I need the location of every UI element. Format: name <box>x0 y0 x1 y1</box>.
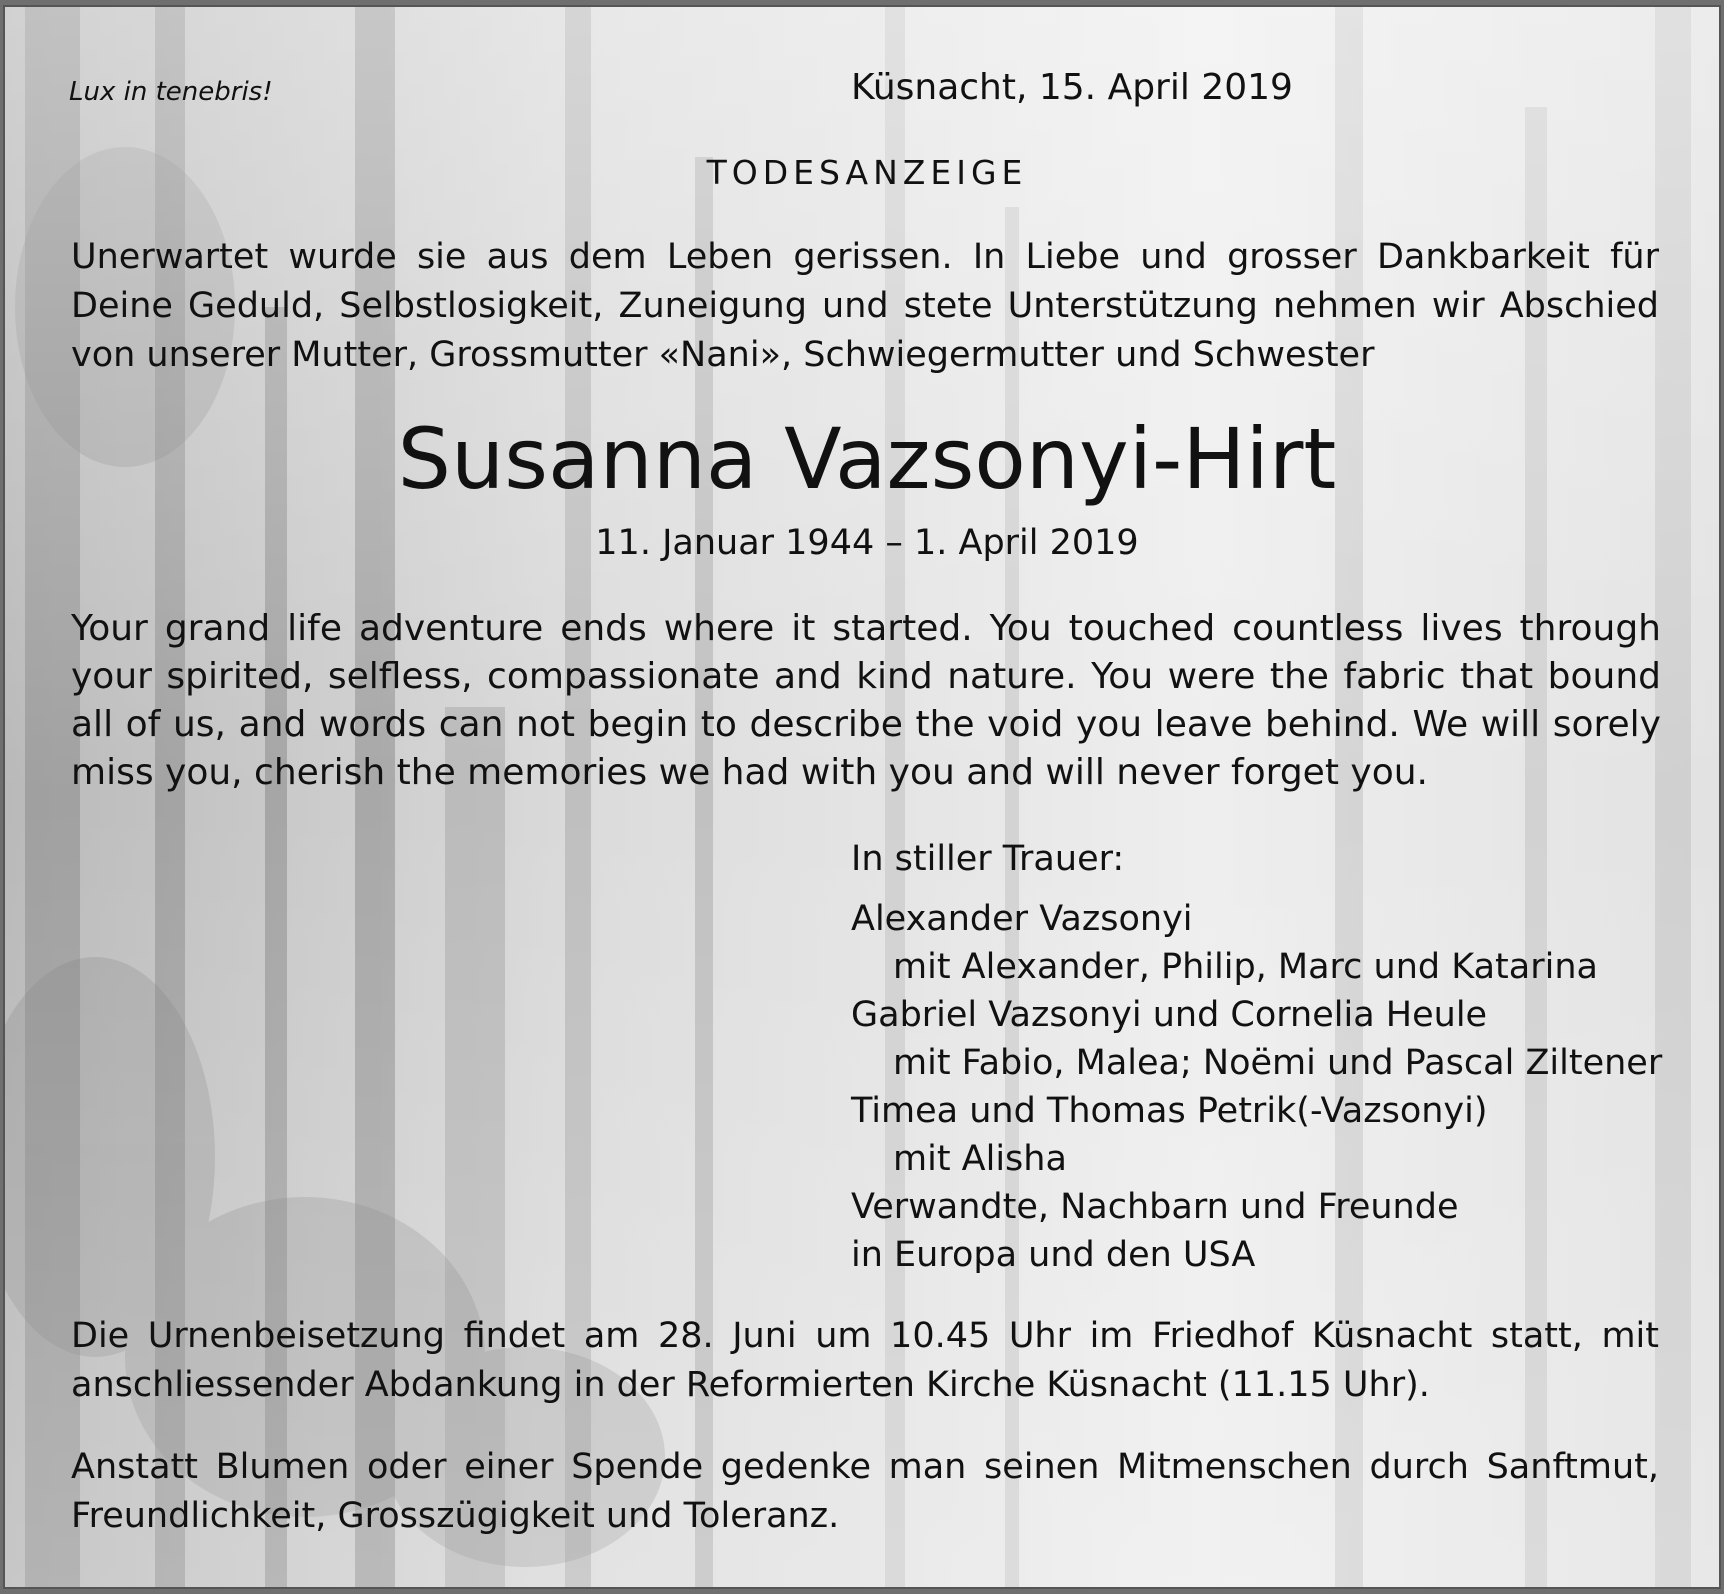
motto: Lux in tenebris! <box>69 77 273 107</box>
mourner-line: in Europa und den USA <box>851 1235 1256 1275</box>
mourner-line: Verwandte, Nachbarn und Freunde <box>851 1187 1459 1227</box>
burial-notice: Die Urnenbeisetzung findet am 28. Juni um 10.45 Uhr im Friedhof Küsnacht statt, mit anschliessender Abdankung in der Reformierten Kirche Küsnacht (11.15 Uhr). <box>71 1316 1659 1405</box>
mourner-line: Timea und Thomas Petrik(-Vazsonyi) <box>851 1091 1488 1131</box>
deceased-name: Susanna Vazsonyi-Hirt <box>397 410 1337 508</box>
place-and-date: Küsnacht, 15. April 2019 <box>851 67 1293 108</box>
donation-note: Anstatt Blumen oder einer Spende gedenke man seinen Mitmenschen durch Sanftmut, Freundlichkeit, Grosszügigkeit und Toleranz. <box>71 1447 1659 1536</box>
mourner-line: Alexander Vazsonyi <box>851 899 1193 939</box>
mourner-line: mit Fabio, Malea; Noëmi und Pascal Ziltener <box>893 1043 1663 1083</box>
obituary-notice <box>3 5 1721 1589</box>
mourner-line: mit Alisha <box>893 1139 1067 1179</box>
mourners-list <box>851 835 1662 1279</box>
intro-paragraph: Unerwartet wurde sie aus dem Leben gerissen. In Liebe und grosser Dankbarkeit für Deine Geduld, Selbstlosigkeit, Zuneigung und stete Unterstützung nehmen wir Abschied von unserer Mutter, Grossmutter «Nani», Schwiegermutter und Schwester <box>71 237 1659 375</box>
life-dates: 11. Januar 1944 – 1. April 2019 <box>595 523 1139 563</box>
mourner-line: Gabriel Vazsonyi und Cornelia Heule <box>851 995 1488 1035</box>
mourners-label: In stiller Trauer: <box>851 839 1125 879</box>
tribute-paragraph: Your grand life adventure ends where it started. You touched countless lives through your spirited, selfless, compassionate and kind nature. You were the fabric that bound all of us, and words can not begin to describe the void you leave behind. We will sorely miss you, cherish the memories we had with you and will never forget you. <box>71 608 1661 793</box>
notice-heading: TODESANZEIGE <box>706 153 1028 192</box>
mourner-line: mit Alexander, Philip, Marc und Katarina <box>893 947 1598 987</box>
